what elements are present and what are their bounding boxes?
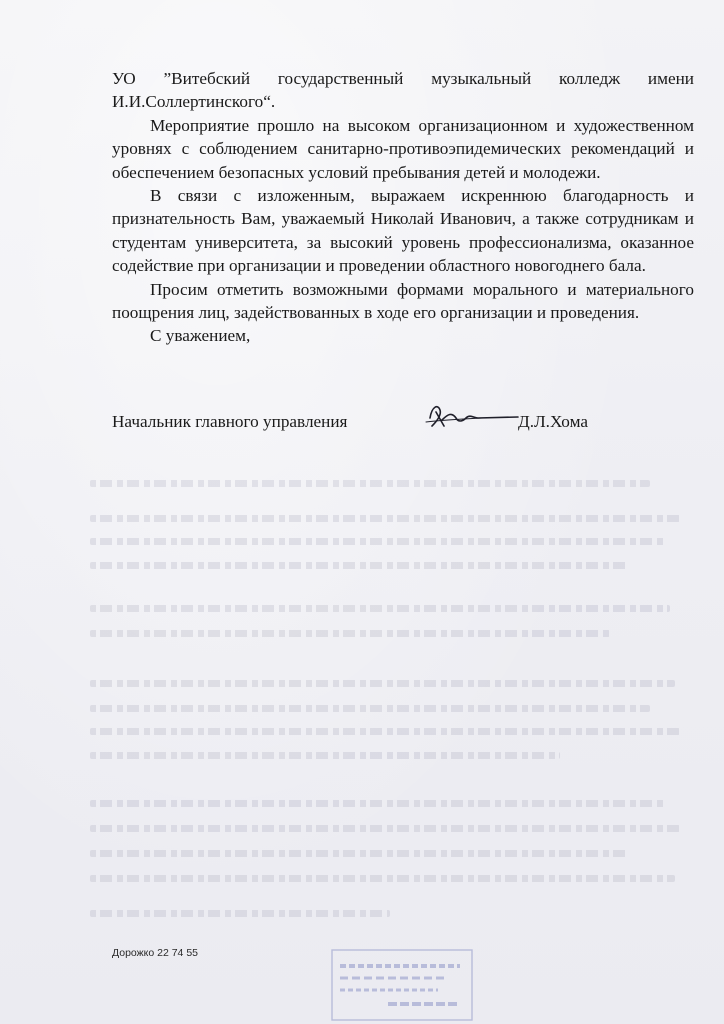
registration-stamp: [328, 944, 482, 1024]
letter-paragraph: УО ”Витебский государственный музыкальный колледж имени И.И.Соллертинского“.: [112, 69, 694, 112]
letter-body: [112, 67, 694, 348]
letter-paragraph: В связи с изложенным, выражаем искреннюю благодарность и признательность Вам, уважаемый Николай Иванович, а также сотрудникам и студентам университета, за высокий уровень профессионализма, оказанное содействие при организации и проведении областного новогоднего бала.: [112, 186, 694, 276]
signatory-name: Д.Л.Хома: [518, 412, 588, 431]
contact-phone: Дорожко 22 74 55: [112, 947, 198, 959]
handwritten-signature: [422, 396, 522, 436]
letter-paragraph: Просим отметить возможными формами морального и материального поощрения лиц, задействованных в ходе его организации и проведения.: [112, 279, 694, 323]
letter-paragraph: Мероприятие прошло на высоком организационном и художественном уровнях с соблюдением санитарно-противоэпидемических рекомендаций и обеспечением безопасных условий пребывания детей и молодежи.: [112, 115, 694, 182]
signatory-position: Начальник главного управления: [112, 412, 348, 431]
reverse-side-bleed-through: [90, 470, 690, 940]
closing-line: С уважением,: [150, 326, 251, 346]
